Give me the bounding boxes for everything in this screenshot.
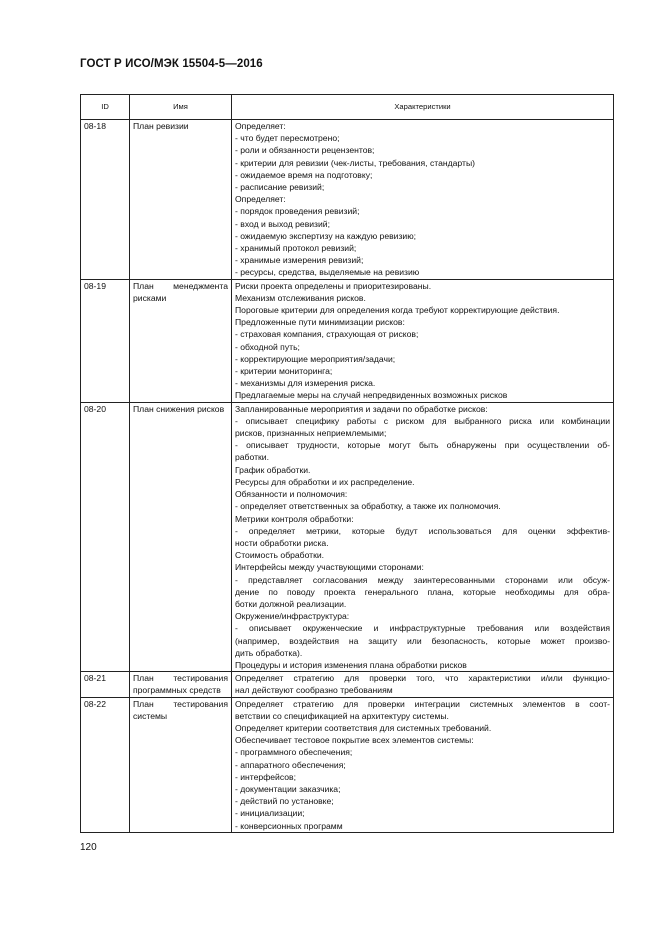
characteristic-line: - описывает окруженческие и инфраструктурные требования или воздействия: [235, 623, 610, 634]
characteristic-line: Риски проекта определены и приоритезированы.: [235, 280, 432, 291]
characteristic-line: - действий по установке;: [235, 796, 334, 807]
characteristic-line: - хранимые измерения ревизий;: [235, 255, 364, 266]
characteristic-line: - критерии мониторинга;: [235, 366, 333, 377]
table-body: [81, 120, 614, 833]
characteristic-line: - описывает трудности, которые могут быть обнаружены при осуществлении об-: [235, 440, 610, 451]
characteristic-line: - аппаратного обеспечения;: [235, 759, 346, 770]
characteristic-line: работки.: [235, 452, 269, 463]
row-id: 08-21: [81, 672, 130, 697]
characteristic-line: - расписание ревизий;: [235, 182, 325, 193]
document-header: ГОСТ Р ИСО/МЭК 15504-5—2016: [80, 58, 263, 70]
row-name: План тестирования системы: [130, 697, 232, 832]
characteristic-line: Пороговые критерии для определения когда требуют корректирующие действия.: [235, 305, 560, 316]
characteristic-line: - роли и обязанности рецензентов;: [235, 145, 375, 156]
column-header-name: Имя: [130, 95, 232, 120]
characteristic-line: - ресурсы, средства, выделяемые на ревизию: [235, 267, 420, 278]
table-row: [81, 279, 614, 402]
characteristic-line: - корректирующие мероприятия/задачи;: [235, 353, 396, 364]
characteristic-line: - определяет ответственных за обработку, а также их полномочия.: [235, 501, 501, 512]
characteristic-line: График обработки.: [235, 464, 311, 475]
column-header-id: ID: [81, 95, 130, 120]
characteristic-line: Интерфейсы между участвующими сторонами:: [235, 562, 424, 573]
characteristic-line: Запланированные мероприятия и задачи по обработке рисков:: [235, 403, 488, 414]
characteristic-line: Обязанности и полномочия:: [235, 489, 348, 500]
table-row: [81, 672, 614, 697]
characteristic-line: Стоимость обработки.: [235, 550, 325, 561]
characteristic-line: - страховая компания, страхующая от рисков;: [235, 329, 419, 340]
characteristic-line: - инициализации;: [235, 808, 305, 819]
characteristic-line: Окружение/инфраструктура:: [235, 611, 350, 622]
characteristic-line: - документации заказчика;: [235, 783, 341, 794]
characteristic-line: нал действуют сообразно требованиям: [235, 685, 393, 696]
characteristic-line: - определяет метрики, которые будут использоваться для оценки эффектив-: [235, 525, 610, 536]
row-characteristics: [232, 672, 614, 697]
characteristic-line: (например, воздействия на защиту или безопасность, которые может произво-: [235, 635, 610, 646]
characteristic-line: Определяет:: [235, 194, 286, 205]
characteristic-line: - конверсионных программ: [235, 820, 343, 831]
characteristic-line: Процедуры и история изменения плана обработки рисков: [235, 659, 467, 670]
row-id: 08-18: [81, 120, 130, 280]
row-name: План менеджмента рисками: [130, 279, 232, 402]
characteristic-line: Определяет критерии соответствия для системных требований.: [235, 722, 492, 733]
characteristic-line: ности обработки риска.: [235, 537, 329, 548]
characteristic-line: ботки должной реализации.: [235, 598, 347, 609]
characteristic-line: - описывает специфику работы с риском для выбранного риска или комбинации: [235, 415, 610, 426]
characteristic-line: Ресурсы для обработки и их распределение.: [235, 476, 415, 487]
row-characteristics: [232, 697, 614, 832]
characteristic-line: - ожидаемую экспертизу на каждую ревизию;: [235, 230, 417, 241]
characteristic-line: - интерфейсов;: [235, 771, 296, 782]
table-row: [81, 697, 614, 832]
characteristic-line: - программного обеспечения;: [235, 747, 353, 758]
page-number: 120: [80, 842, 97, 853]
row-characteristics: [232, 120, 614, 280]
characteristic-line: Определяет стратегию для проверки того, что характеристики и/или функцио-: [235, 673, 610, 684]
characteristic-line: ветствии со спецификацией на архитектуру системы.: [235, 710, 449, 721]
characteristic-line: - обходной путь;: [235, 341, 300, 352]
row-name: План тестирования программных средств: [130, 672, 232, 697]
column-header-characteristics: Характеристики: [232, 95, 614, 120]
work-products-table: [80, 94, 614, 833]
row-name: План снижения рисков: [130, 402, 232, 671]
characteristic-line: дение по поводу проекта генерального плана, которые необходимы для обра-: [235, 586, 610, 597]
characteristic-line: - что будет пересмотрено;: [235, 133, 340, 144]
characteristic-line: - вход и выход ревизий;: [235, 218, 330, 229]
characteristic-line: Предложенные пути минимизации рисков:: [235, 317, 405, 328]
characteristic-line: - механизмы для измерения риска.: [235, 378, 376, 389]
table-row: [81, 120, 614, 280]
row-id: 08-22: [81, 697, 130, 832]
characteristic-line: Метрики контроля обработки:: [235, 513, 354, 524]
characteristic-line: - порядок проведения ревизий;: [235, 206, 360, 217]
characteristic-line: Механизм отслеживания рисков.: [235, 292, 366, 303]
characteristic-line: Определяет стратегию для проверки интеграции системных элементов в соот-: [235, 698, 610, 709]
characteristic-line: Обеспечивает тестовое покрытие всех элементов системы:: [235, 735, 474, 746]
characteristic-line: дить обработка).: [235, 647, 303, 658]
row-name: План ревизии: [130, 120, 232, 280]
row-id: 08-19: [81, 279, 130, 402]
characteristic-line: Предлагаемые меры на случай непредвиденных возможных рисков: [235, 390, 508, 401]
row-characteristics: [232, 279, 614, 402]
characteristic-line: - хранимый протокол ревизий;: [235, 243, 357, 254]
characteristic-line: - ожидаемое время на подготовку;: [235, 169, 373, 180]
characteristic-line: - представляет согласования между заинтересованными сторонами или обсуж-: [235, 574, 610, 585]
characteristic-line: рисков, признанных неприемлемыми;: [235, 428, 387, 439]
table-header-row: [81, 95, 614, 120]
row-id: 08-20: [81, 402, 130, 671]
table-row: [81, 402, 614, 671]
characteristic-line: - критерии для ревизии (чек-листы, требования, стандарты): [235, 157, 475, 168]
characteristic-line: Определяет:: [235, 121, 286, 131]
row-characteristics: [232, 402, 614, 671]
